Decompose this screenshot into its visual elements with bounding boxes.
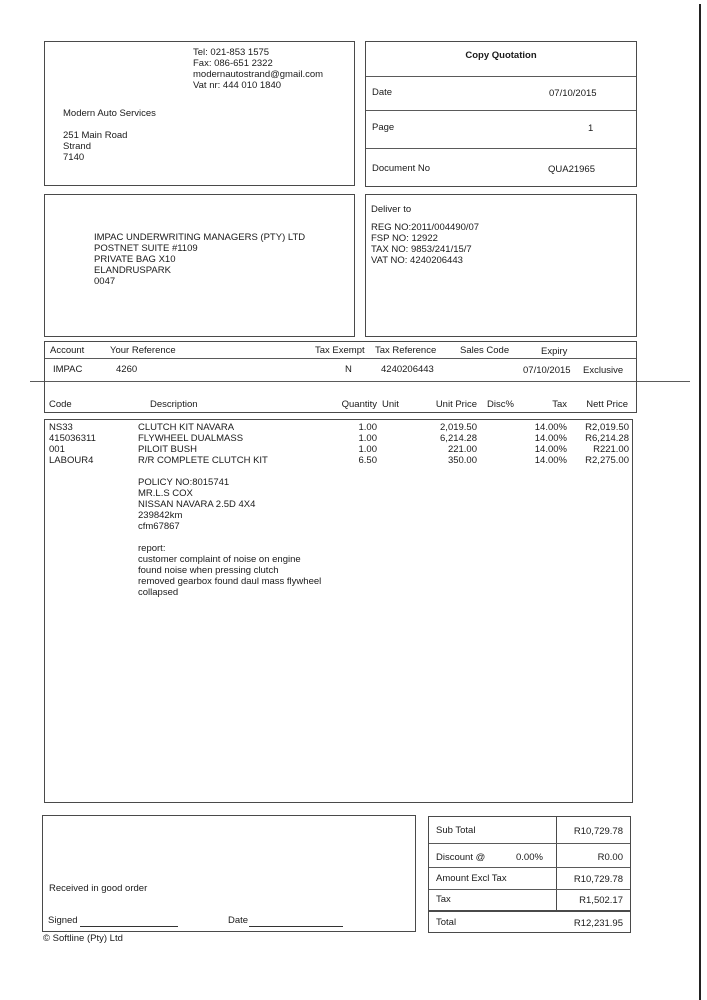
deliver-to-box	[365, 194, 637, 337]
item-code: 415036311	[49, 433, 96, 444]
pricing-mode-value: Exclusive	[583, 365, 624, 376]
date-sign-label: Date	[228, 915, 249, 926]
supplier-address: 251 Main Road Strand 7140	[63, 130, 128, 163]
customer-box	[44, 194, 355, 337]
tax-column-header: Tax	[552, 399, 567, 410]
date-value: 07/10/2015	[549, 88, 597, 99]
tax-column	[505, 422, 567, 466]
items-body	[44, 419, 633, 803]
page-edge-line	[699, 4, 701, 1000]
supplier-tel: Tel: 021-853 1575	[193, 47, 270, 58]
document-no-value: QUA21965	[548, 164, 596, 175]
total-value: R12,231.95	[573, 918, 623, 929]
item-unit-price: 221.00	[447, 444, 477, 455]
unit-price-column-header: Unit Price	[435, 399, 477, 410]
your-reference-value: 4260	[116, 364, 138, 375]
item-notes: POLICY NO:8015741 MR.L.S COX NISSAN NAVARA 2.5D 4X4 239842km cfm67867 report: customer complaint of noise on engine found noise when pressing clutch removed gearbox found daul mass flywheel collapsed	[138, 477, 322, 598]
copyright-text: © Softline (Pty) Ltd	[43, 933, 123, 944]
tax-label: Tax	[436, 894, 451, 905]
signed-line[interactable]	[80, 926, 178, 927]
item-unit-price: 350.00	[447, 455, 477, 466]
discount-percent: 0.00%	[516, 852, 543, 863]
item-quantity: 6.50	[358, 455, 377, 466]
supplier-box	[44, 41, 355, 186]
signed-label: Signed	[48, 915, 78, 926]
signature-box	[42, 815, 416, 932]
nett-price-column	[565, 422, 629, 466]
sales-code-header: Sales Code	[460, 345, 510, 356]
page-value: 1	[588, 123, 594, 134]
item-code: NS33	[49, 422, 73, 433]
item-tax: 14.00%	[534, 455, 567, 466]
item-unit-price: 6,214.28	[440, 433, 477, 444]
date-label: Date	[372, 87, 393, 98]
tax-exempt-value: N	[345, 364, 352, 375]
received-in-good-order: Received in good order	[49, 883, 148, 894]
customer-address: IMPAC UNDERWRITING MANAGERS (PTY) LTD POSTNET SUITE #1109 PRIVATE BAG X10 ELANDRUSPARK 0047	[94, 232, 306, 287]
tax-reference-header: Tax Reference	[375, 345, 437, 356]
quantity-column-header: Quantity	[341, 399, 377, 410]
expiry-value: 07/10/2015	[523, 365, 571, 376]
item-unit-price: 2,019.50	[440, 422, 477, 433]
item-quantity: 1.00	[358, 433, 377, 444]
tax-exempt-header: Tax Exempt	[315, 345, 365, 356]
account-header: Account	[50, 345, 85, 356]
item-tax: 14.00%	[534, 433, 567, 444]
discount-label: Discount @	[436, 852, 486, 863]
grand-total-box	[428, 911, 631, 933]
unit-price-column	[415, 422, 477, 466]
description-column	[138, 422, 268, 466]
account-value: IMPAC	[53, 364, 83, 375]
item-quantity: 1.00	[358, 422, 377, 433]
amount-excl-tax-label: Amount Excl Tax	[436, 873, 507, 884]
item-description: R/R COMPLETE CLUTCH KIT	[138, 455, 268, 466]
item-description: FLYWHEEL DUALMASS	[138, 433, 244, 444]
item-nett-price: R221.00	[593, 444, 629, 455]
item-tax: 14.00%	[534, 422, 567, 433]
total-label: Total	[436, 917, 457, 928]
totals-box	[428, 816, 631, 911]
item-description: PILOIT BUSH	[138, 444, 197, 455]
item-code: 001	[49, 444, 65, 455]
item-tax: 14.00%	[534, 444, 567, 455]
items-header	[44, 381, 637, 413]
item-code: LABOUR4	[49, 455, 94, 466]
description-column-header: Description	[150, 399, 198, 410]
sub-total-label: Sub Total	[436, 825, 476, 836]
expiry-header: Expiry	[541, 346, 568, 357]
item-nett-price: R6,214.28	[585, 433, 629, 444]
supplier-fax: Fax: 086-651 2322	[193, 58, 273, 69]
unit-column-header: Unit	[382, 399, 399, 410]
sub-total-value: R10,729.78	[573, 826, 623, 837]
item-nett-price: R2,275.00	[585, 455, 629, 466]
deliver-to-label: Deliver to	[371, 204, 412, 215]
page-label: Page	[372, 122, 395, 133]
supplier-email: modernautostrand@gmail.com	[193, 69, 324, 80]
code-column	[49, 422, 96, 466]
item-description: CLUTCH KIT NAVARA	[138, 422, 235, 433]
item-nett-price: R2,019.50	[585, 422, 629, 433]
supplier-vat: Vat nr: 444 010 1840	[193, 80, 282, 91]
document-info-box	[365, 41, 637, 187]
discount-value: R0.00	[597, 852, 623, 863]
supplier-name: Modern Auto Services	[63, 108, 156, 119]
nett-price-column-header: Nett Price	[586, 399, 628, 410]
tax-value: R1,502.17	[579, 895, 623, 906]
code-column-header: Code	[49, 399, 72, 410]
disc-column-header: Disc%	[487, 399, 514, 410]
tax-reference-value: 4240206443	[381, 364, 434, 375]
your-reference-header: Your Reference	[110, 345, 176, 356]
date-sign-line[interactable]	[249, 926, 343, 927]
document-no-label: Document No	[372, 163, 431, 174]
amount-excl-tax-value: R10,729.78	[573, 874, 623, 885]
quantity-column	[315, 422, 377, 466]
item-quantity: 1.00	[358, 444, 377, 455]
account-bar	[44, 341, 637, 381]
supplier-contact	[193, 47, 323, 91]
deliver-to-details: REG NO:2011/004490/07 FSP NO: 12922 TAX NO: 9853/241/15/7 VAT NO: 4240206443	[371, 222, 480, 266]
document-title: Copy Quotation	[465, 50, 537, 61]
